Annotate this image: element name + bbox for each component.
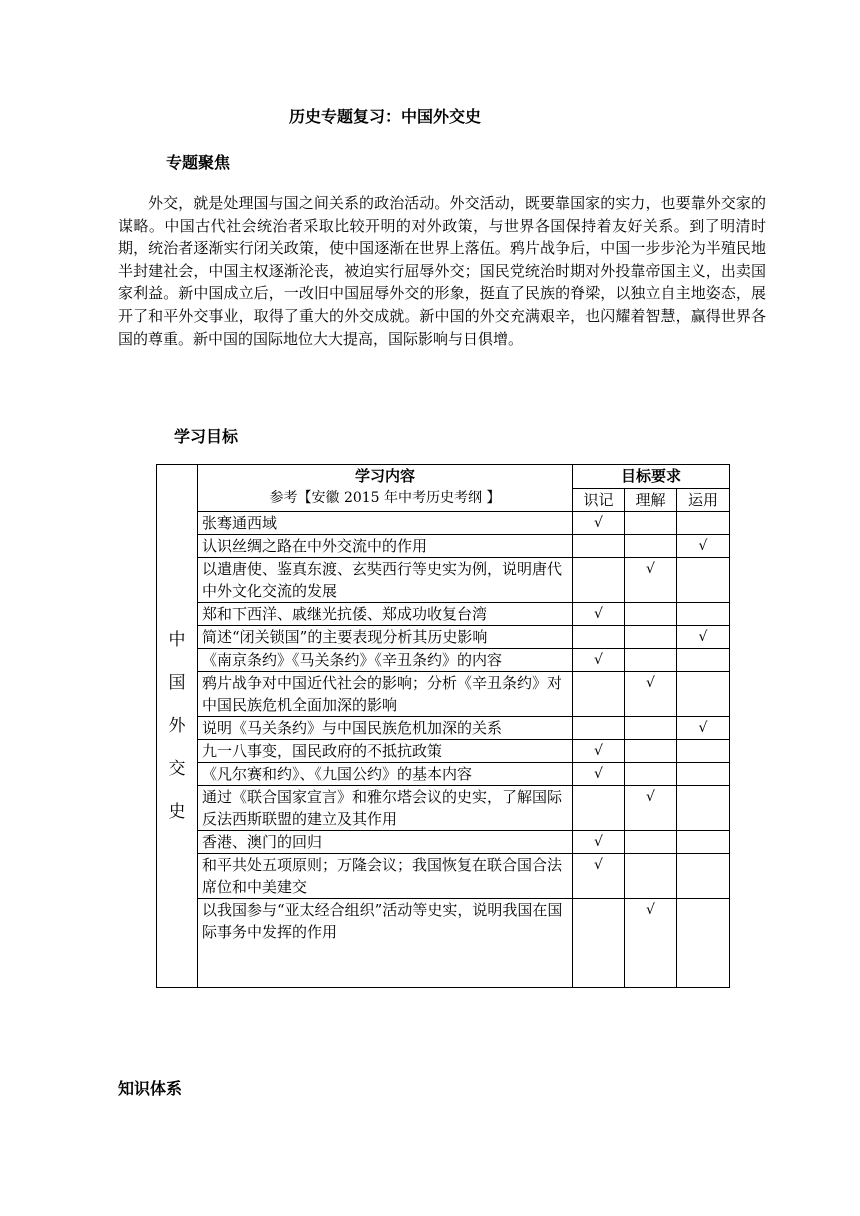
level-check-cell <box>677 626 730 649</box>
goal-content-cell: 九一八事变，国民政府的不抵抗政策 <box>198 740 573 763</box>
level-check-cell <box>573 899 625 988</box>
level-check-cell <box>677 535 730 558</box>
table-row <box>157 740 730 763</box>
content-subheader: 参考【安徽 2015 年中考历史考纲 】 <box>269 490 501 506</box>
level-check-cell <box>625 603 677 626</box>
side-label-char: 史 <box>168 801 186 822</box>
level-check-cell <box>677 672 730 717</box>
level-memorize: 识记 <box>573 488 625 512</box>
check-mark: √ <box>594 515 603 531</box>
level-check-cell <box>677 831 730 854</box>
level-check-cell <box>573 763 625 786</box>
level-check-cell <box>573 558 625 603</box>
check-mark: √ <box>594 743 603 759</box>
level-check-cell <box>625 854 677 899</box>
check-mark: √ <box>646 902 655 918</box>
side-label-char: 国 <box>168 672 186 693</box>
table-row <box>157 649 730 672</box>
check-mark: √ <box>594 834 603 850</box>
level-check-cell <box>573 740 625 763</box>
goal-content-cell: 认识丝绸之路在中外交流中的作用 <box>198 535 573 558</box>
goal-content-cell: 鸦片战争对中国近代社会的影响；分析《辛丑条约》对中国民族危机全面加深的影响 <box>198 672 573 717</box>
level-check-cell <box>573 831 625 854</box>
level-check-cell <box>625 512 677 535</box>
level-check-cell <box>573 649 625 672</box>
level-check-cell <box>625 740 677 763</box>
knowledge-heading: 知识体系 <box>118 1079 183 1098</box>
level-check-cell <box>677 763 730 786</box>
level-check-cell <box>625 535 677 558</box>
check-mark: √ <box>594 606 603 622</box>
goal-content-cell: 通过《联合国家宣言》和雅尔塔会议的史实，了解国际反法西斯联盟的建立及其作用 <box>198 786 573 831</box>
intro-paragraph: 外交，就是处理国与国之间关系的政治活动。外交活动，既要靠国家的实力，也要靠外交家的谋略。中国古代社会统治者采取比较开明的对外政策，与世界各国保持着友好关系。到了明清时期，统治者逐渐实行闭关政策，使中国逐渐在世界上落伍。鸦片战争后，中国一步步沦为半殖民地半封建社会，中国主权逐渐沦丧，被迫实行屈辱外交；国民党统治时期对外投靠帝国主义，出卖国家利益。新中国成立后，一改旧中国屈辱外交的形象，挺直了民族的脊梁，以独立自主地姿态，展开了和平外交事业，取得了重大的外交成就。新中国的外交充满艰辛，也闪耀着智慧，赢得世界各国的尊重。新中国的国际地位大大提高，国际影响与日俱增。 <box>118 194 766 348</box>
table-row <box>157 854 730 899</box>
side-label-char: 外 <box>168 715 186 736</box>
check-mark: √ <box>646 561 655 577</box>
table-row <box>157 558 730 603</box>
side-label-cell <box>157 465 198 988</box>
level-check-cell <box>677 899 730 988</box>
table-row <box>157 831 730 854</box>
table-row <box>157 512 730 535</box>
goal-content-cell: 和平共处五项原则；万隆会议；我国恢复在联合国合法席位和中美建交 <box>198 854 573 899</box>
level-check-cell <box>573 672 625 717</box>
table-row <box>157 786 730 831</box>
learning-goals-table <box>156 464 730 988</box>
content-header: 学习内容 <box>354 467 415 485</box>
side-label-char: 交 <box>168 758 186 779</box>
check-mark: √ <box>646 789 655 805</box>
goal-content-cell: 以遣唐使、鉴真东渡、玄奘西行等史实为例，说明唐代中外文化交流的发展 <box>198 558 573 603</box>
level-understand: 理解 <box>625 488 677 512</box>
level-check-cell <box>625 899 677 988</box>
level-check-cell <box>677 740 730 763</box>
level-check-cell <box>573 535 625 558</box>
table-row <box>157 535 730 558</box>
table-header-row <box>157 465 730 489</box>
level-check-cell <box>573 603 625 626</box>
target-header: 目标要求 <box>573 465 730 489</box>
check-mark: √ <box>646 675 655 691</box>
level-check-cell <box>677 786 730 831</box>
level-check-cell <box>625 717 677 740</box>
check-mark: √ <box>698 720 708 736</box>
level-check-cell <box>677 603 730 626</box>
level-check-cell <box>573 512 625 535</box>
level-check-cell <box>625 649 677 672</box>
level-apply: 运用 <box>677 488 730 512</box>
level-check-cell <box>677 717 730 740</box>
level-check-cell <box>625 626 677 649</box>
goal-content-cell: 张骞通西域 <box>198 512 573 535</box>
document-title: 历史专题复习：中国外交史 <box>288 107 481 126</box>
level-check-cell <box>573 626 625 649</box>
content-header-cell <box>198 465 573 512</box>
table-row <box>157 899 730 988</box>
level-check-cell <box>625 831 677 854</box>
level-check-cell <box>625 786 677 831</box>
level-check-cell <box>677 512 730 535</box>
check-mark: √ <box>698 538 708 554</box>
check-mark: √ <box>594 857 603 873</box>
level-check-cell <box>677 854 730 899</box>
goal-content-cell: 《凡尔赛和约》、《九国公约》的基本内容 <box>198 763 573 786</box>
check-mark: √ <box>594 652 603 668</box>
level-check-cell <box>625 763 677 786</box>
side-label-char: 中 <box>168 629 186 650</box>
table-row <box>157 672 730 717</box>
goal-content-cell: 以我国参与“亚太经合组织”活动等史实，说明我国在国际事务中发挥的作用 <box>198 899 573 988</box>
focus-heading: 专题聚焦 <box>166 153 231 172</box>
goal-content-cell: 简述“闭关锁国”的主要表现分析其历史影响 <box>198 626 573 649</box>
goal-content-cell: 郑和下西洋、戚继光抗倭、郑成功收复台湾 <box>198 603 573 626</box>
check-mark: √ <box>698 629 708 645</box>
level-check-cell <box>625 558 677 603</box>
check-mark: √ <box>594 766 603 782</box>
level-check-cell <box>677 649 730 672</box>
table-row <box>157 717 730 740</box>
goal-content-cell: 《南京条约》《马关条约》《辛丑条约》的内容 <box>198 649 573 672</box>
level-check-cell <box>573 717 625 740</box>
table-row <box>157 763 730 786</box>
goal-content-cell: 说明《马关条约》与中国民族危机加深的关系 <box>198 717 573 740</box>
level-check-cell <box>677 558 730 603</box>
level-check-cell <box>625 672 677 717</box>
table-row <box>157 626 730 649</box>
level-check-cell <box>573 854 625 899</box>
goals-heading: 学习目标 <box>174 427 239 446</box>
table-row <box>157 603 730 626</box>
level-check-cell <box>573 786 625 831</box>
goal-content-cell: 香港、澳门的回归 <box>198 831 573 854</box>
